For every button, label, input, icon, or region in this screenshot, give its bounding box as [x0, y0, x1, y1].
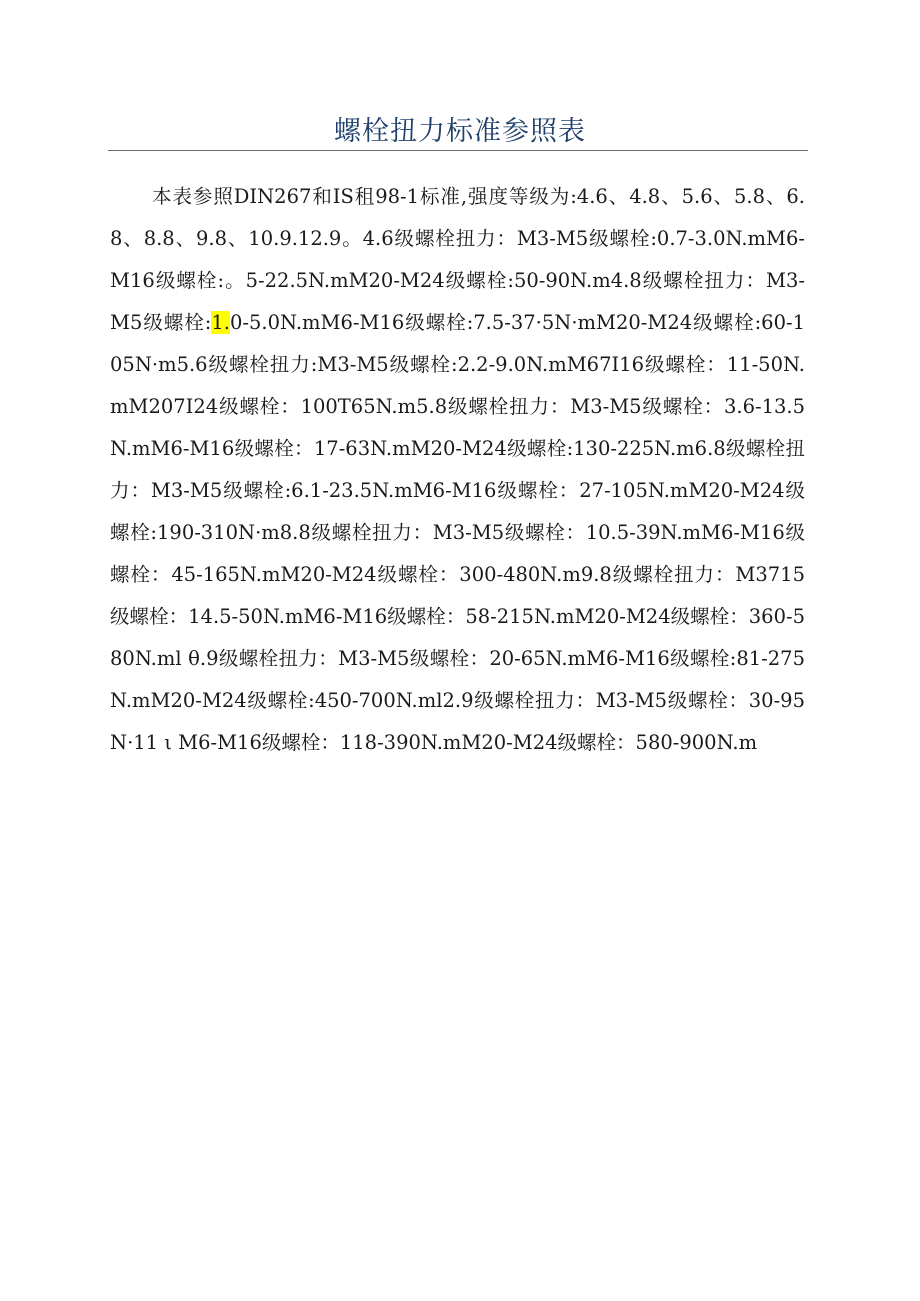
- document-title: 螺栓扭力标准参照表: [334, 116, 586, 147]
- title-divider: [108, 150, 808, 151]
- highlighted-text: 1.: [211, 311, 230, 334]
- paragraph-text-end: 0-5.0N.mM6-M16级螺栓:7.5-37·5N·mM20-M24级螺栓:60-105N·m5.6级螺栓扭力:M3-M5级螺栓:2.2-9.0N.mM67I16级螺栓：11-50N.mM207I24级螺栓：100T65N.m5.8级螺栓扭力：M3-M5级螺栓：3.6-13.5N.mM6-M16级螺栓：17-63N.mM20-M24级螺栓:130-225N.m6.8级螺栓扭力：M3-M5级螺栓:6.1-23.5N.mM6-M16级螺栓：27-105N.mM20-M24级螺栓:190-310N·m8.8级螺栓扭力：M3-M5级螺栓：10.5-39N.mM6-M16级螺栓：45-165N.mM20-M24级螺栓：300-480N.m9.8级螺栓扭力：M3715级螺栓：14.5-50N.mM6-M16级螺栓：58-215N.mM20-M24级螺栓：360-580N.ml θ.9级螺栓扭力：M3-M5级螺栓：20-65N.mM6-M16级螺栓:81-275N.mM20-M24级螺栓:450-700N.ml2.9级螺栓扭力：M3-M5级螺栓：30-95N·11 ι M6-M16级螺栓：118-390N.mM20-M24级螺栓：580-900N.m: [110, 311, 805, 754]
- body-paragraph: [110, 176, 805, 764]
- paragraph-text-start: 本表参照DIN267和IS租98-1标准,强度等级为:4.6、4.8、5.6、5.8、6.8、8.8、9.8、10.9.12.9。4.6级螺栓扭力：M3-M5级螺栓:0.7-3.0N.mM6-M16级螺栓:。5-22.5N.mM20-M24级螺栓:50-90N.m4.8级螺栓扭力：M3-M5级螺栓:: [110, 185, 805, 334]
